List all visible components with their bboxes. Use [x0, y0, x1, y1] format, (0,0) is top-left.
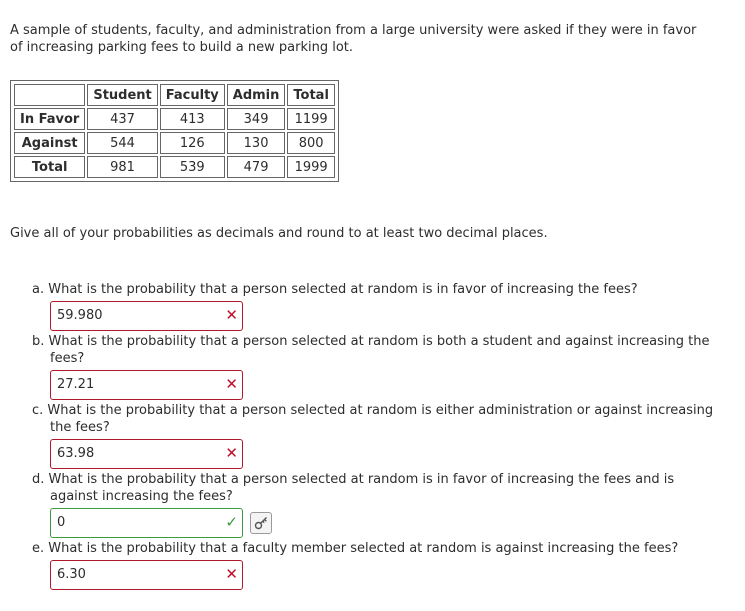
- row-label: Against: [14, 132, 85, 154]
- data-table-container: [10, 80, 339, 182]
- answer-value: 63.98: [57, 446, 95, 461]
- question-text: d. What is the probability that a person selected at random is in favor of increasing the fees and is against increasing the fees?: [32, 472, 675, 504]
- header-student: Student: [87, 84, 157, 106]
- key-icon[interactable]: [250, 512, 272, 534]
- table-cell: 1999: [287, 156, 335, 178]
- answer-input-b[interactable]: [50, 370, 243, 400]
- answer-input-e[interactable]: [50, 560, 243, 590]
- instructions: Give all of your probabilities as decimals and round to at least two decimal places.: [10, 226, 548, 241]
- table-cell: 800: [287, 132, 335, 154]
- table-cell: 126: [160, 132, 225, 154]
- header-empty: [14, 84, 85, 106]
- incorrect-x-icon: ✕: [225, 375, 238, 393]
- table-cell: 349: [227, 108, 286, 130]
- table-row: [14, 132, 335, 154]
- question-d: [32, 471, 722, 538]
- table-header-row: [14, 84, 335, 106]
- question-text: c. What is the probability that a person selected at random is either administration or against increasing the fees?: [32, 403, 714, 435]
- answer-input-d[interactable]: [50, 508, 243, 538]
- header-total: Total: [287, 84, 335, 106]
- answer-value: 27.21: [57, 377, 95, 392]
- row-label: In Favor: [14, 108, 85, 130]
- question-a: [32, 281, 722, 331]
- header-admin: Admin: [227, 84, 286, 106]
- answer-value: 0: [57, 515, 66, 530]
- correct-check-icon: ✓: [225, 513, 238, 531]
- answer-input-c[interactable]: [50, 439, 243, 469]
- question-text: a. What is the probability that a person selected at random is in favor of increasing the fees?: [32, 282, 638, 297]
- table-cell: 479: [227, 156, 286, 178]
- incorrect-x-icon: ✕: [225, 565, 238, 583]
- header-faculty: Faculty: [160, 84, 225, 106]
- table-cell: 437: [87, 108, 157, 130]
- table-cell: 413: [160, 108, 225, 130]
- row-label: Total: [14, 156, 85, 178]
- question-text: b. What is the probability that a person selected at random is both a student and against increasing the fees?: [32, 334, 710, 366]
- table-row: [14, 108, 335, 130]
- answer-input-a[interactable]: [50, 301, 243, 331]
- incorrect-x-icon: ✕: [225, 306, 238, 324]
- question-c: [32, 402, 722, 469]
- table-row: [14, 156, 335, 178]
- table-cell: 544: [87, 132, 157, 154]
- table-cell: 981: [87, 156, 157, 178]
- question-b: [32, 333, 722, 400]
- table-cell: 130: [227, 132, 286, 154]
- incorrect-x-icon: ✕: [225, 444, 238, 462]
- question-text: e. What is the probability that a faculty member selected at random is against increasing the fees?: [32, 541, 679, 556]
- table-cell: 1199: [287, 108, 335, 130]
- contingency-table: [10, 80, 339, 182]
- question-e: [32, 540, 722, 590]
- table-cell: 539: [160, 156, 225, 178]
- problem-intro: A sample of students, faculty, and administration from a large university were asked if they were in favor of increasing parking fees to build a new parking lot.: [10, 23, 697, 55]
- question-list: [32, 281, 722, 590]
- answer-value: 59.980: [57, 308, 103, 323]
- answer-value: 6.30: [57, 567, 86, 582]
